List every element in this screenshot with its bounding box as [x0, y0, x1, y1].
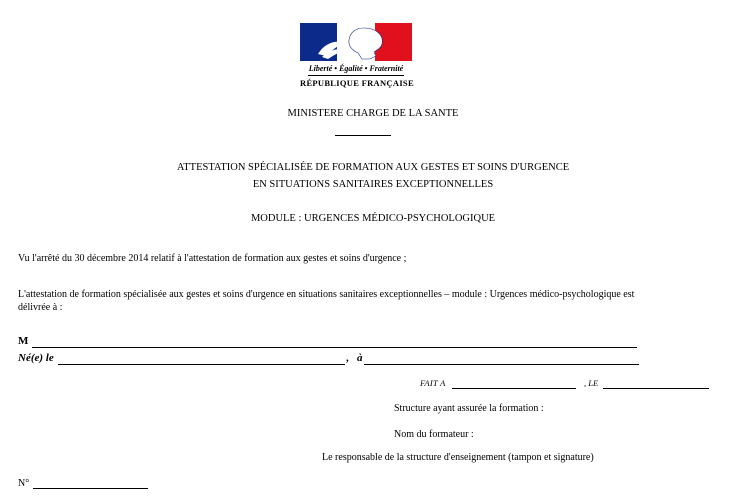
heading-separator [335, 135, 391, 136]
republique-francaise-logo [300, 23, 412, 93]
structure-label: Structure ayant assurée la formation : [394, 403, 544, 414]
trainer-label: Nom du formateur : [394, 429, 474, 440]
signature-label: Le responsable de la structure d'enseignement (tampon et signature) [322, 452, 594, 463]
fait-a-field-line[interactable] [452, 388, 576, 389]
le-label: , LE [584, 378, 599, 388]
republic-name: RÉPUBLIQUE FRANÇAISE [300, 78, 414, 88]
title-line-2: EN SITUATIONS SANITAIRES EXCEPTIONNELLES [252, 179, 494, 190]
ministry-heading: MINISTERE CHARGE DE LA SANTE [287, 108, 459, 119]
m-label: M [18, 335, 29, 347]
republic-motto: Liberté • Égalité • Fraternité [308, 64, 404, 73]
birth-date-label: Né(e) le [18, 352, 54, 364]
number-field-line[interactable] [33, 488, 148, 489]
fait-a-label: FAIT A [420, 378, 446, 388]
intro-text-line-1: L'attestation de formation spécialisée aux gestes et soins d'urgence en situations sanitaires exceptionnelles – module : Urgences médico-psychologique est [18, 289, 635, 300]
intro-text-line-2: délivrée à : [18, 302, 63, 313]
legal-reference: Vu l'arrêté du 30 décembre 2014 relatif à l'attestation de formation aux gestes et soins d'urgence ; [18, 253, 407, 264]
date-field-line[interactable] [603, 388, 709, 389]
birth-place-field-line[interactable] [364, 364, 639, 365]
logo-divider [308, 75, 404, 76]
number-label: N° [18, 478, 30, 489]
marianne-profile-icon [314, 26, 394, 61]
comma-separator: , [346, 352, 349, 364]
module-title: MODULE : URGENCES MÉDICO-PSYCHOLOGIQUE [250, 213, 496, 224]
birth-date-field-line[interactable] [58, 364, 345, 365]
name-field-line[interactable] [32, 347, 637, 348]
title-line-1: ATTESTATION SPÉCIALISÉE DE FORMATION AUX GESTES ET SOINS D'URGENCE [176, 162, 570, 173]
birth-place-label: à [357, 352, 363, 364]
